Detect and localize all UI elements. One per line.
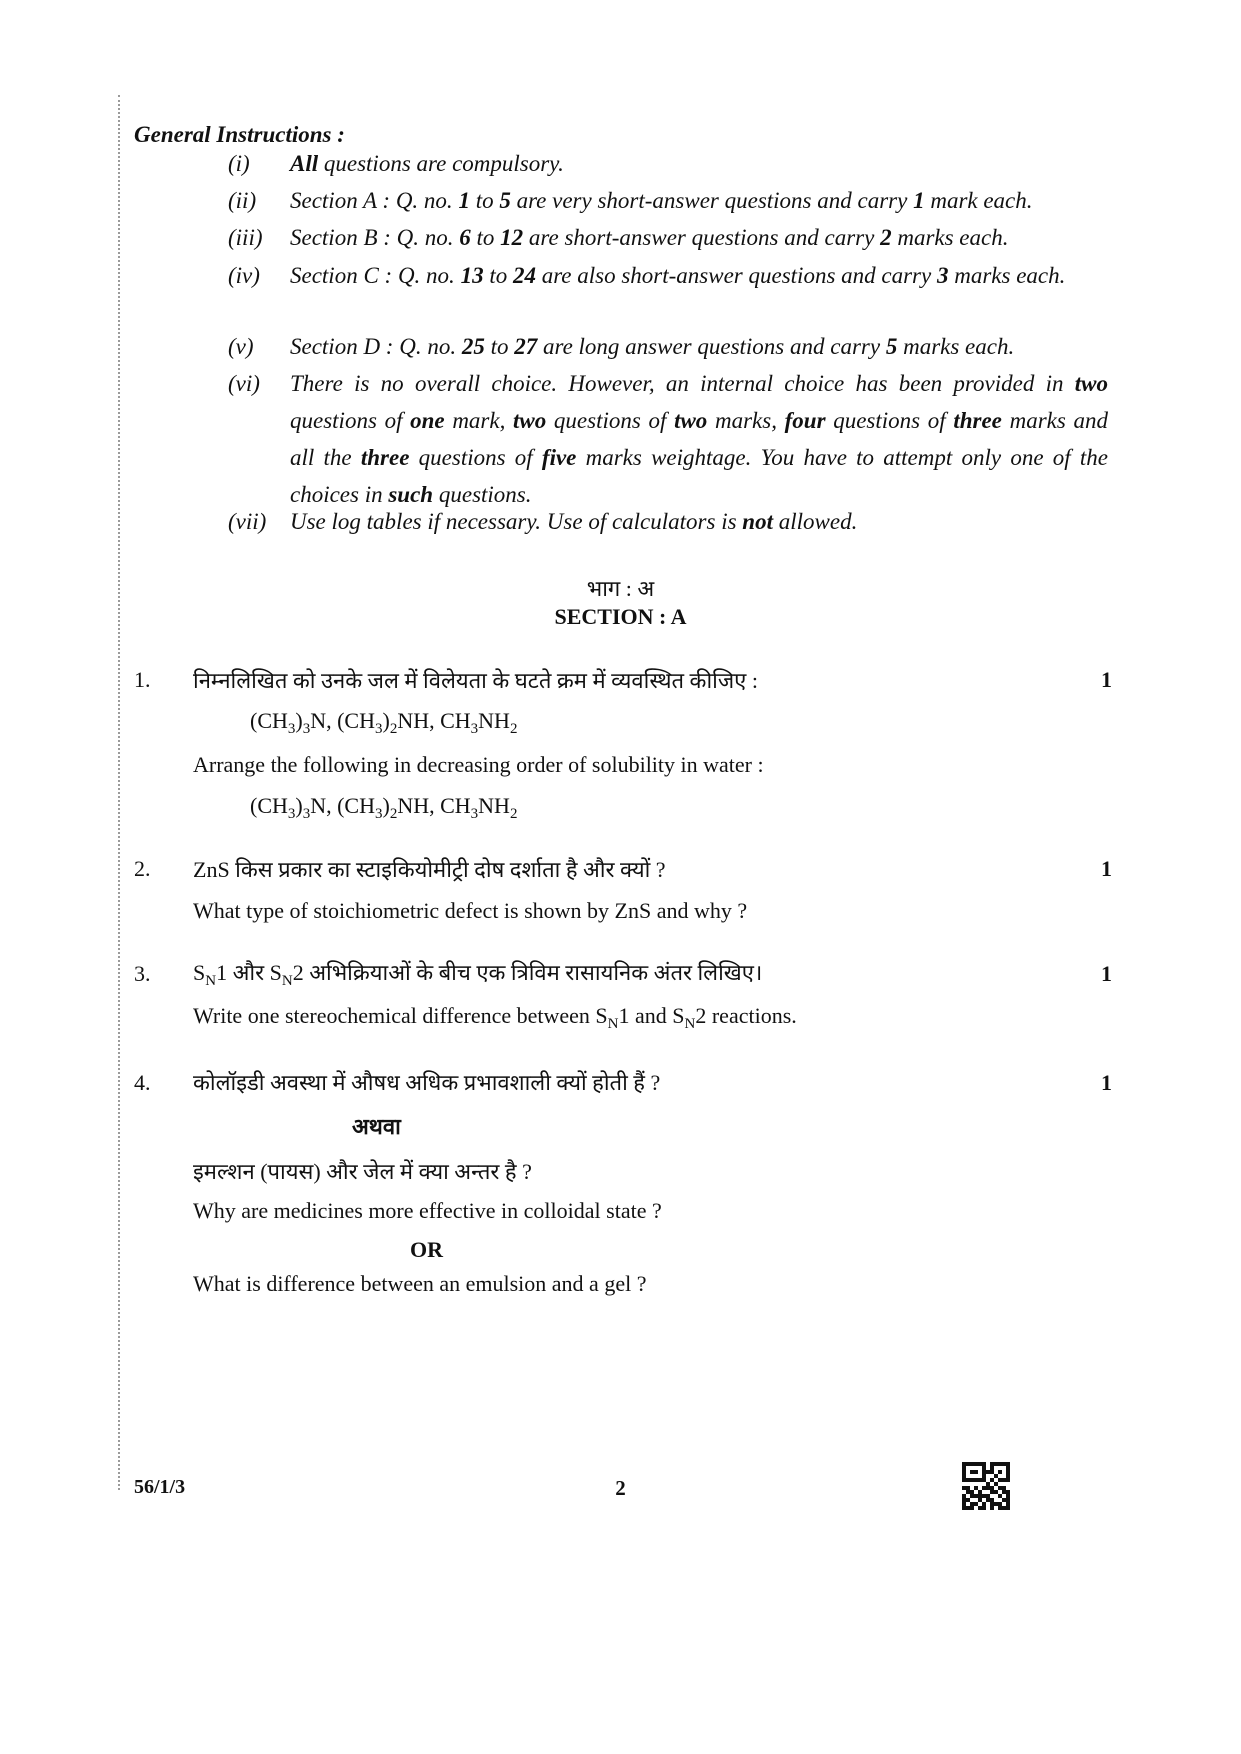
instruction-emphasis: two: [674, 408, 708, 433]
question-text: Arrange the following in decreasing order of solubility in water :: [193, 752, 764, 777]
instruction-fragment: Section A : Q. no.: [290, 188, 459, 213]
instruction-number: (iii): [228, 225, 263, 250]
question-text-hindi: निम्नलिखित को उनके जल में विलेयता के घटते क्रम में व्यवस्थित कीजिए :: [193, 668, 758, 693]
instruction-fragment: questions of: [546, 408, 675, 433]
instruction-emphasis: 25: [461, 334, 485, 359]
instruction-emphasis: four: [784, 408, 826, 433]
or-label: OR: [410, 1237, 443, 1262]
instruction-emphasis: All: [290, 151, 319, 176]
question-marks: 1: [1101, 961, 1112, 986]
instruction-item: [228, 257, 1108, 294]
instruction-item: [228, 182, 1108, 219]
instruction-item: [228, 503, 1108, 540]
instruction-emphasis: three: [953, 408, 1002, 433]
or-label-hindi: अथवा: [352, 1114, 401, 1139]
instruction-emphasis: 3: [936, 263, 949, 288]
question-text: Write one stereochemical difference between $S_N1$ and $S_N2$ reactions.: [193, 1003, 797, 1032]
instruction-number: (v): [228, 334, 254, 359]
instruction-fragment: to: [483, 263, 513, 288]
instruction-fragment: are long answer questions and carry: [537, 334, 886, 359]
chemical-formula: $(CH_3)_3N$, $(CH_3)_2NH$, $CH_3NH_2$: [250, 708, 518, 737]
page-number: 2: [615, 1476, 626, 1500]
instruction-number: (ii): [228, 188, 257, 213]
instruction-fragment: questions.: [433, 482, 532, 507]
instruction-emphasis: 27: [514, 334, 538, 359]
instruction-fragment: to: [469, 188, 500, 213]
instruction-emphasis: 5: [499, 188, 511, 213]
paper-code: 56/1/3: [134, 1476, 186, 1498]
instruction-text: [290, 503, 1108, 540]
instruction-fragment: marks,: [707, 408, 785, 433]
instruction-fragment: Section D : Q. no.: [290, 334, 462, 359]
question-text: What type of stoichiometric defect is shown by ZnS and why ?: [193, 898, 748, 923]
instruction-emphasis: two: [1074, 371, 1108, 396]
question-marks: 1: [1101, 856, 1112, 881]
instruction-emphasis: 6: [459, 225, 471, 250]
question-number: 2.: [134, 856, 151, 881]
instruction-text: [290, 365, 1108, 513]
instruction-number: (iv): [228, 263, 260, 288]
instruction-number: (i): [228, 151, 250, 176]
instruction-fragment: are short-answer questions and carry: [523, 225, 881, 250]
question-text-hindi: इमल्शन (पायस) और जेल में क्या अन्तर है ?: [193, 1159, 532, 1184]
instruction-emphasis: 2: [880, 225, 892, 250]
instruction-text: [290, 257, 1108, 294]
instruction-fragment: There is no overall choice. However, an internal choice has been provided in: [290, 371, 1075, 396]
instruction-emphasis: 12: [500, 225, 524, 250]
instruction-emphasis: one: [410, 408, 445, 433]
instruction-item: [228, 219, 1108, 256]
instruction-emphasis: two: [513, 408, 547, 433]
instruction-fragment: questions of: [825, 408, 954, 433]
instruction-fragment: questions of: [409, 445, 542, 470]
question-number: 4.: [134, 1070, 151, 1095]
instruction-emphasis: three: [360, 445, 410, 470]
instruction-fragment: marks each.: [891, 225, 1009, 250]
question-text-hindi: ZnS किस प्रकार का स्टाइकियोमीट्री दोष दर्शाता है और क्यों ?: [193, 857, 666, 882]
instruction-fragment: allowed.: [772, 509, 858, 534]
instruction-emphasis: not: [742, 509, 773, 534]
question-marks: 1: [1101, 1070, 1112, 1095]
instruction-fragment: Use log tables if necessary. Use of calculators is: [290, 509, 743, 534]
instruction-fragment: questions of: [290, 408, 411, 433]
instruction-fragment: mark,: [444, 408, 514, 433]
instruction-number: (vii): [228, 509, 267, 534]
instruction-fragment: questions are compulsory.: [318, 151, 564, 176]
instruction-fragment: are also short-answer questions and carry: [535, 263, 937, 288]
instruction-item: [228, 145, 1108, 182]
section-heading-hindi: भाग : अ: [586, 576, 655, 601]
instruction-fragment: Section B : Q. no.: [290, 225, 460, 250]
instruction-emphasis: 1: [458, 188, 470, 213]
instruction-text: [290, 182, 1108, 219]
question-number: 1.: [134, 667, 151, 692]
question-text: Why are medicines more effective in colloidal state ?: [193, 1198, 662, 1223]
question-number: 3.: [134, 961, 151, 986]
instruction-emphasis: five: [541, 445, 577, 470]
instruction-emphasis: 5: [885, 334, 898, 359]
instruction-text: [290, 145, 1108, 182]
instruction-fragment: Section C : Q. no.: [290, 263, 461, 288]
qr-code-icon: [962, 1462, 1010, 1510]
instruction-emphasis: 1: [913, 188, 925, 213]
instruction-emphasis: 24: [512, 263, 536, 288]
chemical-formula: $(CH_3)_3N$, $(CH_3)_2NH$, $CH_3NH_2$: [250, 793, 518, 822]
instruction-item: [228, 365, 1108, 513]
question-text-hindi: $S_N1$ और $S_N2$ अभिक्रियाओं के बीच एक त्रिविम रासायनिक अंतर लिखिए।: [193, 960, 763, 989]
margin-dotted-line: [118, 95, 120, 1490]
instruction-emphasis: such: [388, 482, 434, 507]
question-text-hindi: कोलॉइडी अवस्था में औषध अधिक प्रभावशाली क्यों होती हैं ?: [193, 1070, 661, 1095]
instruction-fragment: mark each.: [924, 188, 1033, 213]
instruction-fragment: marks weightage. You have to attempt only one of the choices in: [290, 445, 1108, 507]
instruction-fragment: marks and all the: [290, 408, 1108, 470]
question-marks: 1: [1101, 667, 1112, 692]
instruction-emphasis: 13: [460, 263, 484, 288]
instructions-title: General Instructions :: [134, 122, 345, 147]
instruction-fragment: to: [484, 334, 515, 359]
question-text: What is difference between an emulsion and a gel ?: [193, 1271, 647, 1296]
instruction-fragment: are very short-answer questions and carry: [510, 188, 914, 213]
instruction-text: [290, 219, 1108, 256]
section-heading: SECTION : A: [554, 604, 687, 629]
instruction-number: (vi): [228, 371, 260, 396]
instruction-item: [228, 328, 1108, 365]
instruction-fragment: to: [470, 225, 501, 250]
instruction-fragment: marks each.: [897, 334, 1015, 359]
instruction-text: [290, 328, 1108, 365]
instruction-fragment: marks each.: [948, 263, 1066, 288]
